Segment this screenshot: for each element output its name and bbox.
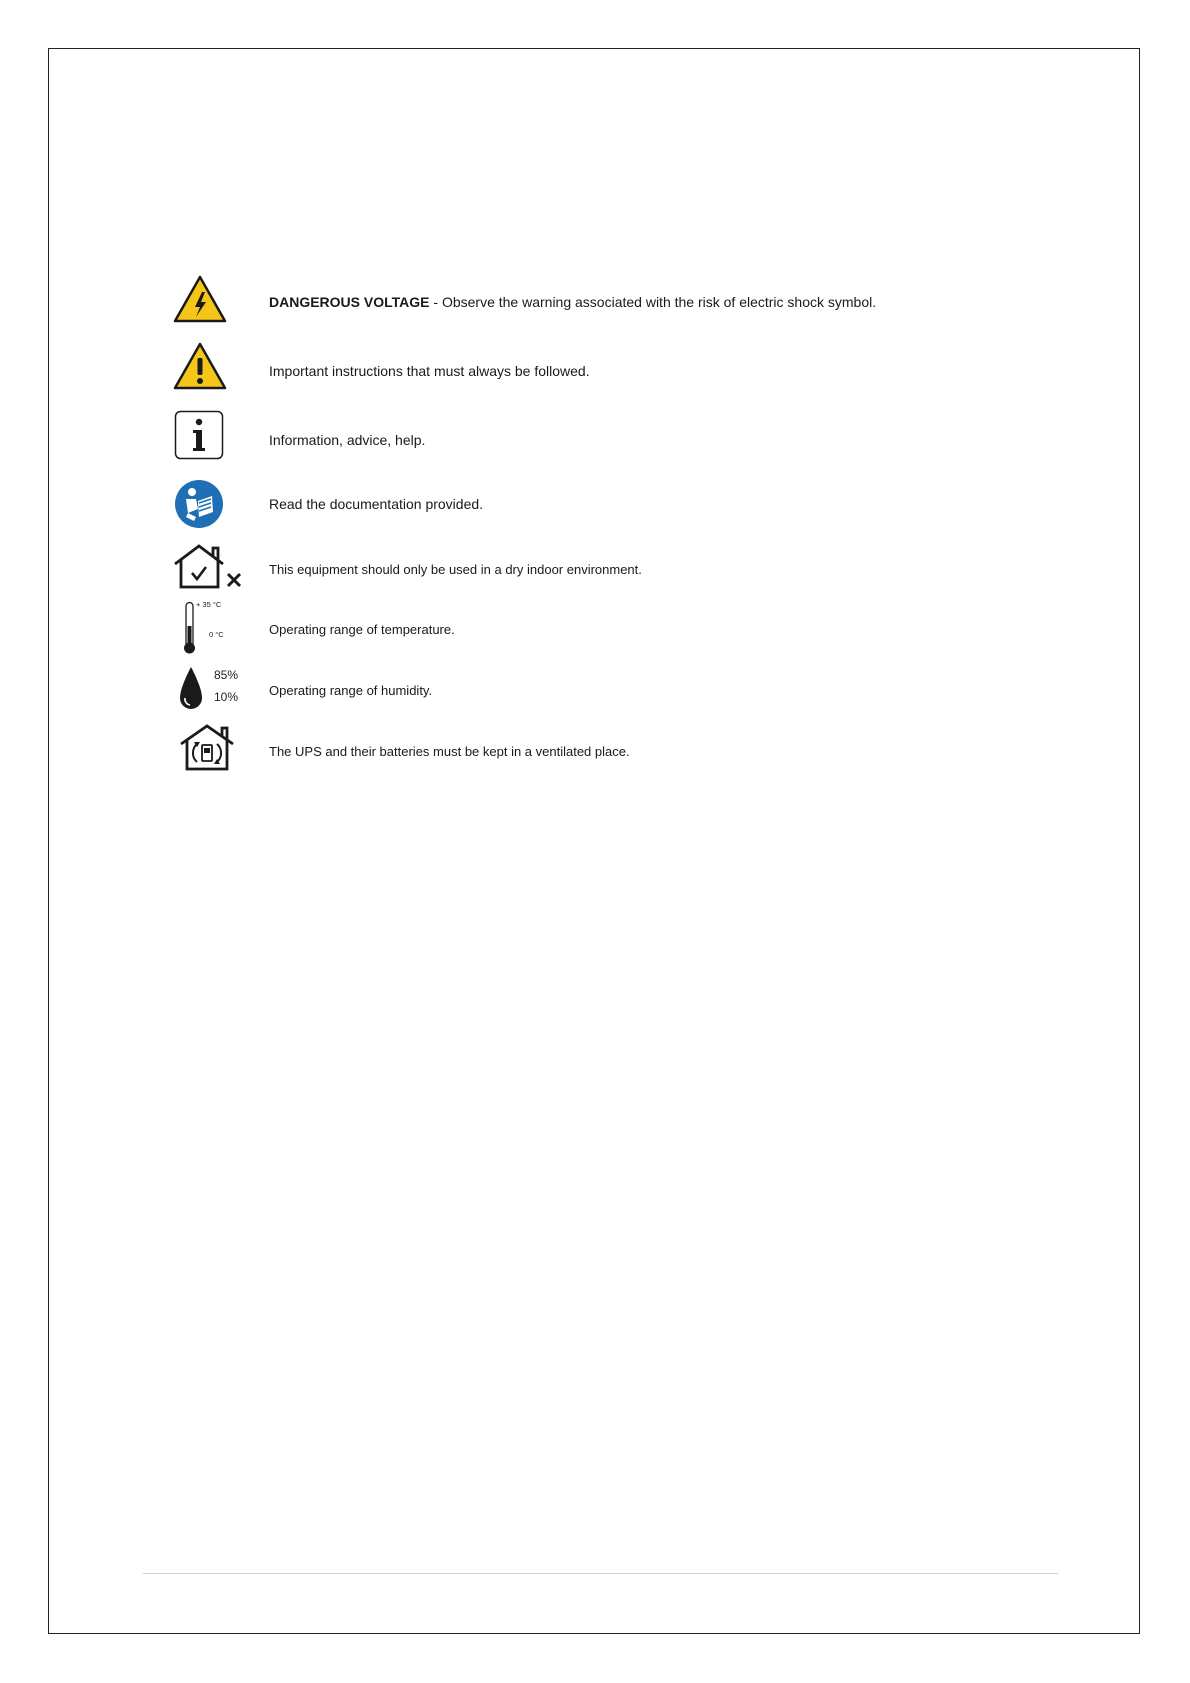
- thermometer-icon: [183, 600, 235, 656]
- symbol-description: Read the documentation provided.: [269, 496, 484, 512]
- symbol-description: Operating range of humidity.: [269, 683, 433, 698]
- electric-shock-warning-icon: [172, 274, 228, 324]
- temperature-max-label: + 35 °C: [196, 600, 222, 609]
- footer-divider: [143, 1573, 1058, 1574]
- humidity-drop-icon: [179, 665, 243, 713]
- dry-indoor-environment-icon: [172, 542, 252, 590]
- information-icon: [174, 410, 224, 460]
- symbol-description: Operating range of temperature.: [269, 622, 455, 637]
- symbol-description: Information, advice, help.: [269, 432, 426, 448]
- dangerous-voltage-text: - Observe the warning associated with the risk of electric shock symbol.: [429, 294, 877, 310]
- ventilated-place-icon: [178, 722, 236, 772]
- humidity-max-label: 85%: [214, 668, 239, 682]
- symbol-description: Important instructions that must always be followed.: [269, 363, 590, 379]
- symbol-description: The UPS and their batteries must be kept in a ventilated place.: [269, 744, 630, 759]
- dangerous-voltage-label: DANGEROUS VOLTAGE: [269, 294, 430, 310]
- symbol-description: [269, 293, 876, 311]
- read-documentation-icon: [174, 479, 224, 529]
- humidity-min-label: 10%: [214, 690, 239, 704]
- symbol-description: This equipment should only be used in a dry indoor environment.: [269, 562, 642, 577]
- general-warning-icon: [172, 341, 228, 391]
- temperature-min-label: 0 °C: [209, 630, 224, 639]
